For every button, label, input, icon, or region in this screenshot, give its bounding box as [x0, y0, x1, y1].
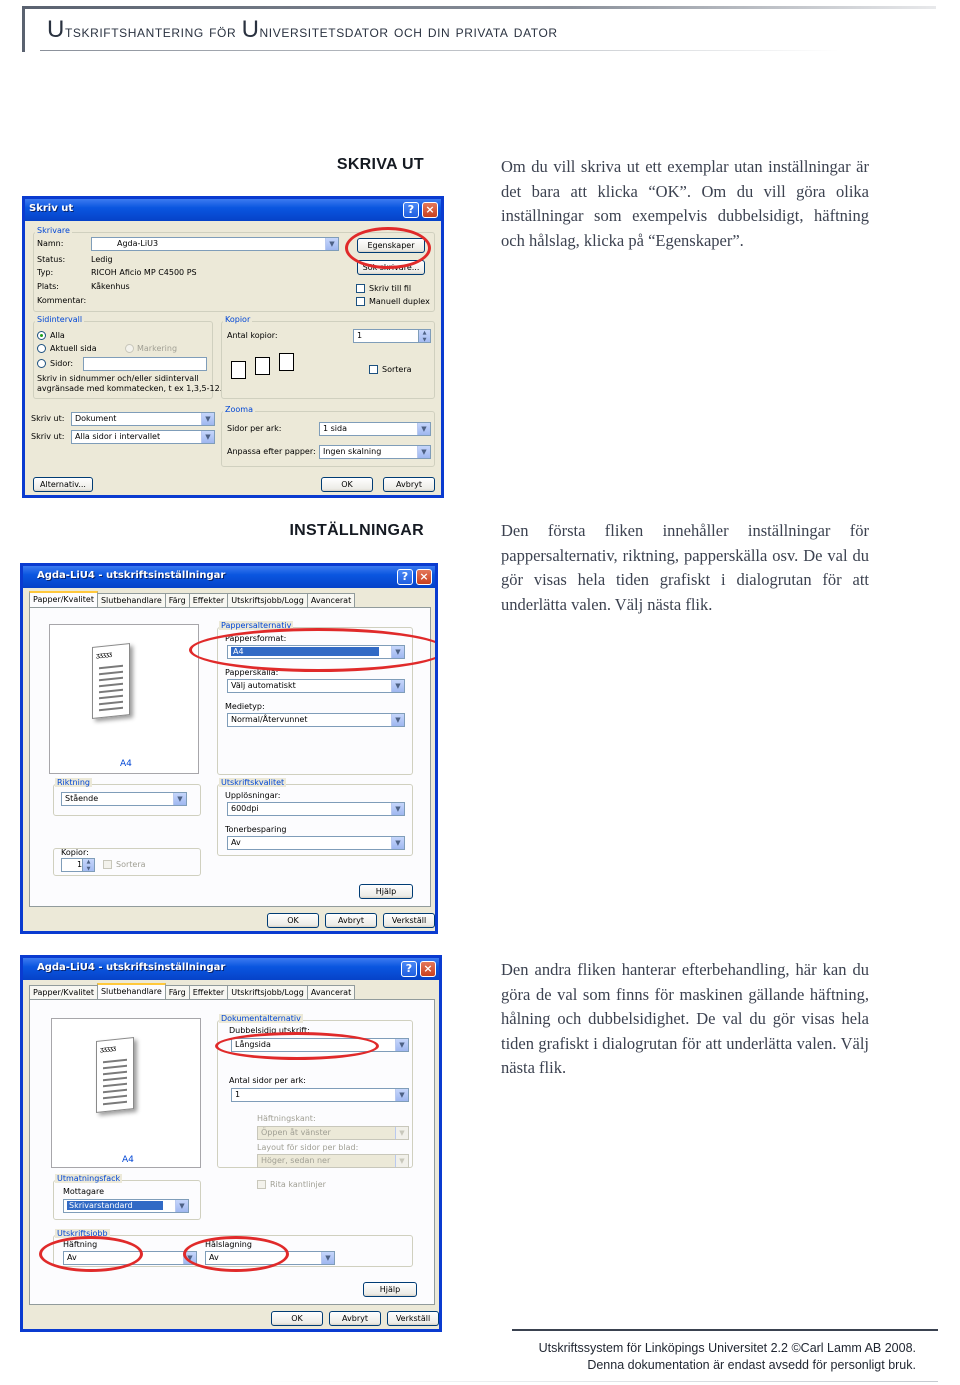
current-page-radio[interactable] — [37, 344, 46, 353]
tab-finisher[interactable]: Slutbehandlare — [97, 983, 166, 999]
pages-per-sheet-label: Antal sidor per ark: — [229, 1076, 306, 1085]
printer-group-label: Skrivare — [37, 226, 70, 235]
status-label: Status: — [37, 255, 66, 264]
cancel-button[interactable]: Avbryt — [383, 477, 435, 492]
paper-format-value: A4 — [231, 647, 379, 656]
type-value: RICOH Aficio MP C4500 PS — [91, 268, 197, 277]
footer-line-2: Denna dokumentation är endast avsedd för personligt bruk. — [587, 1358, 916, 1372]
pages-per-sheet-value: 1 — [235, 1090, 241, 1099]
copies-label: Antal kopior: — [227, 331, 278, 340]
print-what-select[interactable] — [71, 412, 215, 426]
paper-settings-dialog — [20, 563, 438, 934]
zoom-group-label: Zooma — [225, 405, 253, 414]
chevron-down-icon: ▼ — [175, 1200, 188, 1212]
tab-finisher[interactable]: Slutbehandlare — [97, 593, 166, 607]
help-button[interactable]: Hjälp — [363, 1282, 417, 1297]
pages-per-sheet-select[interactable] — [231, 1088, 409, 1102]
help-icon[interactable]: ? — [401, 961, 417, 977]
copies-input[interactable] — [353, 329, 431, 343]
duplex-label: Dubbelsidig utskrift: — [229, 1026, 310, 1035]
scale-value: Ingen skalning — [323, 447, 382, 456]
highlight-ring — [39, 1236, 143, 1272]
chevron-down-icon: ▼ — [325, 238, 338, 250]
close-icon[interactable]: × — [422, 202, 438, 218]
layout-select[interactable] — [257, 1154, 409, 1168]
staple-value: Av — [67, 1253, 77, 1262]
doc-options-label: Dokumentalternativ — [221, 1014, 301, 1023]
tab-color[interactable]: Färg — [165, 985, 190, 999]
print-to-file-label: Skriv till fil — [369, 284, 412, 293]
footer-rule — [512, 1329, 938, 1331]
close-icon[interactable]: × — [416, 569, 432, 585]
chevron-down-icon: ▼ — [391, 803, 404, 815]
destination-select[interactable] — [63, 1199, 189, 1213]
page-title-part: tskriftshantering för — [64, 22, 242, 41]
scale-label: Anpassa efter papper: — [227, 447, 316, 456]
toner-label: Tonerbesparing — [225, 825, 287, 834]
all-radio[interactable] — [37, 331, 46, 340]
print-to-file-checkbox[interactable] — [356, 284, 365, 293]
print-dialog-titlebar — [25, 199, 441, 221]
selection-label: Markering — [137, 344, 178, 353]
manual-duplex-label: Manuell duplex — [369, 297, 430, 306]
layout-value: Höger, sedan ner — [261, 1156, 331, 1165]
chevron-down-icon: ▼ — [395, 1039, 408, 1051]
copies-group-label: Kopior — [225, 315, 251, 324]
find-printer-button[interactable]: Sök skrivare... — [357, 260, 425, 275]
paper-source-label: Papperskälla: — [225, 668, 279, 677]
layout-label: Layout för sidor per blad: — [257, 1143, 359, 1152]
section-text-settings: Den första fliken innehåller inställningar för pappersalternativ, riktning, papperskälla osv. De val du gör visas hela tiden grafiskt i dialogrutan för att underlätta valen. Välj nästa flik. — [501, 521, 869, 614]
binding-select[interactable] — [257, 1126, 409, 1140]
draw-borders-checkbox[interactable] — [257, 1180, 266, 1189]
destination-label: Mottagare — [63, 1187, 104, 1196]
preview-caption: A4 — [120, 759, 132, 769]
chevron-down-icon: ▼ — [395, 1089, 408, 1101]
spinner-icon[interactable]: ▲ ▼ — [82, 859, 94, 872]
job-group-label: Utskriftsjobb — [57, 1229, 108, 1238]
pages-per-sheet-label: Sidor per ark: — [227, 424, 282, 433]
highlight-ring — [189, 628, 438, 672]
finishing-dialog-tabs — [29, 983, 354, 999]
print-label: Skriv ut: — [31, 432, 65, 441]
collate-page-icon — [279, 353, 294, 371]
selection-radio[interactable] — [125, 344, 134, 353]
print-dialog — [22, 196, 444, 498]
chevron-down-icon: ▼ — [201, 431, 214, 443]
section-text-print: Om du vill skriva ut ett exemplar utan inställningar är det bara att klicka “OK”. Om du vill göra olika inställningar som exempelvis dubbelsidigt, häftning och hålslag, klicka på “Egenskaper”. — [501, 157, 869, 250]
staple-label: Häftning — [63, 1240, 98, 1249]
apply-button[interactable]: Verkställ — [383, 913, 435, 928]
page-title-part: U — [241, 16, 260, 43]
cancel-button[interactable]: Avbryt — [325, 913, 377, 928]
place-value: Kåkenhus — [91, 282, 130, 291]
tab-effects[interactable]: Effekter — [189, 985, 228, 999]
copies-value: 1 — [357, 331, 363, 340]
current-page-label: Aktuell sida — [50, 344, 97, 353]
all-label: Alla — [50, 331, 65, 340]
binding-value: Öppen åt vänster — [261, 1128, 331, 1137]
ok-button[interactable]: OK — [271, 1311, 323, 1326]
binding-label: Häftningskant: — [257, 1114, 316, 1123]
media-value: Normal/Återvunnet — [231, 715, 308, 724]
paper-dialog-titlebar — [23, 566, 435, 588]
tab-color[interactable]: Färg — [165, 593, 190, 607]
tab-advanced[interactable]: Avancerat — [307, 985, 355, 999]
apply-button[interactable]: Verkställ — [387, 1311, 439, 1326]
chevron-down-icon: ▼ — [417, 446, 430, 458]
print-what-value: Dokument — [75, 414, 117, 423]
ok-button[interactable]: OK — [321, 477, 373, 492]
name-label: Namn: — [37, 239, 64, 248]
resolution-value: 600dpi — [231, 804, 259, 813]
collate-page-icon — [231, 361, 246, 379]
chevron-down-icon: ▼ — [395, 1127, 408, 1139]
comment-label: Kommentar: — [37, 296, 87, 305]
tab-paper-quality[interactable]: Papper/Kvalitet — [29, 985, 98, 999]
orientation-value: Stående — [65, 794, 99, 803]
paper-dialog-tabs — [29, 591, 354, 607]
section-title-settings: INSTÄLLNINGAR — [289, 522, 424, 539]
paper-preview-icon — [96, 1037, 134, 1113]
printer-name-value: Agda-LiU3 — [117, 239, 159, 248]
range-group-label: Sidintervall — [37, 315, 83, 324]
place-label: Plats: — [37, 282, 59, 291]
chevron-down-icon: ▼ — [201, 413, 214, 425]
printer-name-select[interactable] — [91, 237, 339, 251]
paper-source-select[interactable] — [227, 679, 405, 693]
section-title-print: SKRIVA UT — [336, 156, 424, 173]
header-rule-tick — [22, 6, 25, 52]
punch-value: Av — [209, 1253, 219, 1262]
chevron-down-icon: ▼ — [391, 837, 404, 849]
collate-label: Sortera — [116, 860, 146, 869]
orientation-label: Riktning — [57, 778, 90, 787]
print-select[interactable] — [71, 430, 215, 444]
resolution-label: Upplösningar: — [225, 791, 281, 800]
print-dialog-title: Skriv ut — [29, 203, 74, 214]
tab-paper-quality[interactable]: Papper/Kvalitet — [29, 591, 98, 607]
collate-checkbox[interactable] — [103, 860, 112, 869]
media-label: Medietyp: — [225, 702, 265, 711]
collate-label: Sortera — [382, 365, 412, 374]
copies-value: 1 — [77, 860, 83, 869]
destination-value: Skrivarstandard — [67, 1201, 163, 1210]
section-text-finishing: Den andra fliken hanterar efterbehandling, här kan du göra de val som finns för maskinen gällande häftning, hålning och dubbelsidighet. De val du gör visas hela tiden grafiskt i dialogrutan för att underlätta valen. Välj nästa flik. — [501, 960, 869, 1077]
collate-checkbox[interactable] — [369, 365, 378, 374]
range-hint-2: avgränsade med kommatecken, t ex 1,3,5-12. — [37, 384, 223, 393]
preview-caption: A4 — [122, 1155, 134, 1165]
header-underline — [40, 50, 840, 51]
paper-format-label: Pappersformat: — [225, 634, 287, 643]
chevron-down-icon: ▼ — [395, 1155, 408, 1167]
highlight-ring — [183, 1236, 289, 1272]
footer-underline — [250, 1381, 938, 1382]
pages-label: Sidor: — [50, 359, 74, 368]
status-value: Ledig — [91, 255, 113, 264]
finishing-preview — [51, 1018, 201, 1168]
manual-duplex-checkbox[interactable] — [356, 297, 365, 306]
highlight-ring — [345, 227, 431, 269]
ok-button[interactable]: OK — [267, 913, 319, 928]
resolution-select[interactable] — [227, 802, 405, 816]
draw-borders-label: Rita kantlinjer — [270, 1180, 326, 1189]
pages-per-sheet-value: 1 sida — [323, 424, 348, 433]
collate-page-icon — [255, 357, 270, 375]
tab-jobs-log[interactable]: Utskriftsjobb/Logg — [227, 985, 308, 999]
duplex-value: Långsida — [235, 1040, 271, 1049]
paper-preview-icon — [92, 643, 130, 719]
output-group-label: Utmatningsfack — [57, 1174, 121, 1183]
chevron-down-icon: ▼ — [321, 1252, 334, 1264]
chevron-down-icon: ▼ — [183, 1252, 196, 1264]
toner-value: Av — [231, 838, 241, 847]
finishing-dialog — [20, 955, 442, 1332]
chevron-down-icon: ▼ — [391, 680, 404, 692]
range-hint-1: Skriv in sidnummer och/eller sidintervall — [37, 374, 199, 383]
copies-input[interactable] — [61, 858, 95, 872]
orientation-select[interactable] — [61, 792, 187, 806]
chevron-down-icon: ▼ — [391, 714, 404, 726]
punch-label: Hålslagning — [205, 1240, 252, 1249]
page-title — [47, 16, 558, 44]
pages-per-sheet-select[interactable] — [319, 422, 431, 436]
type-label: Typ: — [37, 268, 54, 277]
close-icon[interactable]: × — [420, 961, 436, 977]
footer-line-1: Utskriftssystem för Linköpings Universitet 2.2 ©Carl Lamm AB 2008. — [538, 1341, 916, 1355]
help-button[interactable]: Hjälp — [359, 884, 413, 899]
paper-preview-header: ƷƷƷƷƷ — [100, 1045, 116, 1055]
options-button[interactable]: Alternativ... — [33, 477, 93, 492]
properties-button[interactable]: Egenskaper — [357, 238, 425, 253]
tab-jobs-log[interactable]: Utskriftsjobb/Logg — [227, 593, 308, 607]
pages-radio[interactable] — [37, 359, 46, 368]
chevron-down-icon: ▼ — [173, 793, 186, 805]
help-icon[interactable]: ? — [397, 569, 413, 585]
paper-preview — [49, 624, 199, 774]
page-title-part: U — [47, 16, 65, 43]
tab-advanced[interactable]: Avancerat — [307, 593, 355, 607]
paper-options-label: Pappersalternativ — [221, 621, 292, 630]
help-icon[interactable]: ? — [403, 202, 419, 218]
finishing-dialog-title: Agda-LiU4 - utskriftsinställningar — [37, 962, 226, 973]
quality-label: Utskriftskvalitet — [221, 778, 285, 787]
toner-select[interactable] — [227, 836, 405, 850]
scale-select[interactable] — [319, 445, 431, 459]
copies-label: Kopior: — [61, 848, 89, 857]
media-select[interactable] — [227, 713, 405, 727]
paper-preview-header: ƷƷƷƷƷ — [96, 651, 112, 661]
print-what-label: Skriv ut: — [31, 414, 65, 423]
header-rule — [22, 6, 936, 9]
chevron-down-icon: ▼ — [417, 423, 430, 435]
paper-source-value: Välj automatiskt — [231, 681, 296, 690]
chevron-down-icon: ▼ — [391, 646, 404, 658]
highlight-ring — [215, 1032, 379, 1060]
pages-input[interactable] — [83, 357, 207, 371]
tab-effects[interactable]: Effekter — [189, 593, 228, 607]
page-title-part: niversitetsdator och din privata dator — [259, 22, 558, 41]
finishing-dialog-titlebar — [23, 958, 439, 980]
spinner-icon[interactable]: ▲ ▼ — [418, 330, 430, 343]
print-value: Alla sidor i intervallet — [75, 432, 161, 441]
cancel-button[interactable]: Avbryt — [329, 1311, 381, 1326]
paper-dialog-title: Agda-LiU4 - utskriftsinställningar — [37, 570, 226, 581]
